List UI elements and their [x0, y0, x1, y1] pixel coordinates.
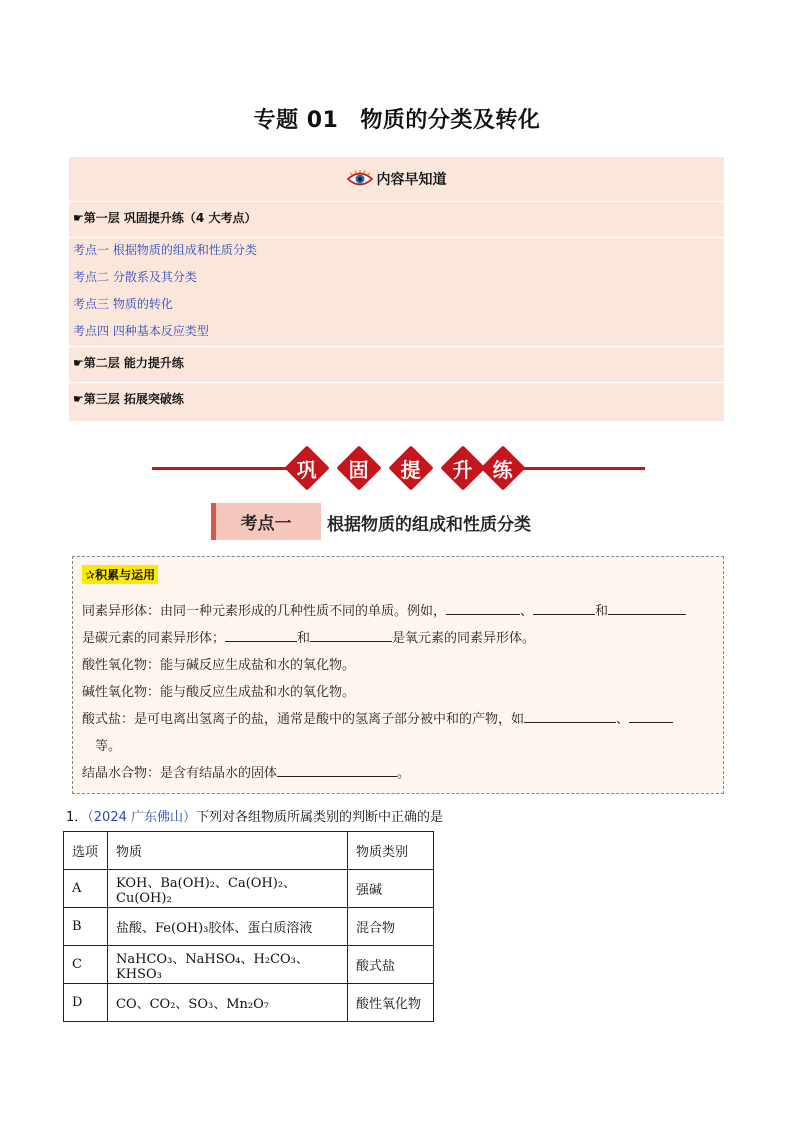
overview-header-text: 内容早知道	[376, 172, 447, 188]
answer-blank[interactable]	[533, 602, 595, 615]
banner-char-box	[336, 445, 381, 490]
table-cell: 酸式盐	[348, 946, 434, 984]
question-source: （2024 广东佛山）	[87, 810, 196, 825]
answer-blank[interactable]	[629, 710, 673, 723]
table-row[interactable]	[64, 984, 434, 1022]
kaodian-tag: 考点一	[211, 503, 321, 540]
overview-item-1[interactable]: 考点一 根据物质的组成和性质分类	[73, 243, 257, 257]
table-header-row	[64, 832, 434, 870]
table-header-cell: 选项	[64, 832, 108, 870]
overview-item-4[interactable]: 考点四 四种基本反应类型	[73, 324, 209, 338]
eye-icon	[347, 170, 373, 188]
table-cell: NaHCO₃、NaHSO₄、H₂CO₃、KHSO₃	[108, 946, 348, 984]
table-row[interactable]	[64, 908, 434, 946]
table-cell: A	[64, 870, 108, 908]
overview-divider	[69, 237, 724, 238]
knowledge-box	[72, 556, 724, 794]
table-cell: B	[64, 908, 108, 946]
banner-char: 巩	[297, 457, 317, 482]
table-cell: 盐酸、Fe(OH)₃胶体、蛋白质溶液	[108, 908, 348, 946]
table-cell: KOH、Ba(OH)₂、Ca(OH)₂、Cu(OH)₂	[108, 870, 348, 908]
banner-char: 练	[493, 457, 513, 482]
question-number: 1．	[66, 810, 88, 825]
banner-char-box	[440, 445, 485, 490]
star-icon: ✰	[85, 568, 96, 582]
knowledge-badge	[82, 565, 158, 584]
overview-box	[69, 157, 724, 421]
table-row[interactable]	[64, 870, 434, 908]
knowledge-line	[82, 600, 686, 619]
answer-blank[interactable]	[277, 764, 397, 777]
text: 和	[595, 604, 609, 619]
question-1	[66, 806, 443, 825]
knowledge-line: 碱性氧化物：能与酸反应生成盐和水的氧化物。	[82, 685, 356, 700]
overview-divider	[69, 346, 724, 347]
knowledge-line	[82, 627, 535, 646]
banner-line-left	[152, 467, 292, 470]
answer-blank[interactable]	[608, 602, 686, 615]
answer-blank[interactable]	[524, 710, 616, 723]
overview-divider	[69, 382, 724, 383]
table-cell: 强碱	[348, 870, 434, 908]
banner-char-box	[284, 445, 329, 490]
table-cell: 酸性氧化物	[348, 984, 434, 1022]
table-cell: C	[64, 946, 108, 984]
title-part1: 专题 01	[253, 108, 339, 133]
table-cell: 混合物	[348, 908, 434, 946]
question-text: 下列对各组物质所属类别的判断中正确的是	[196, 810, 444, 825]
banner-char: 提	[401, 457, 421, 482]
page-title	[0, 103, 794, 134]
knowledge-line	[82, 762, 410, 781]
banner-char: 固	[349, 457, 369, 482]
overview-item-3[interactable]: 考点三 物质的转化	[73, 297, 173, 311]
options-table	[63, 831, 434, 1022]
text: 和	[297, 631, 311, 646]
kaodian-title: 根据物质的组成和性质分类	[327, 515, 531, 535]
text: 是碳元素的同素异形体；	[82, 631, 226, 646]
banner-char-box	[388, 445, 433, 490]
text: 同素异形体：由同一种元素形成的几种性质不同的单质。例如，	[82, 604, 447, 619]
text: 结晶水合物：是含有结晶水的固体	[82, 766, 278, 781]
answer-blank[interactable]	[310, 629, 392, 642]
text: 、	[520, 604, 534, 619]
layer3-heading: ☛第三层 拓展突破练	[73, 392, 184, 406]
text: 。	[397, 766, 411, 781]
knowledge-line	[82, 708, 673, 727]
text: 、	[616, 712, 630, 727]
knowledge-line: 等。	[95, 739, 122, 754]
overview-item-2[interactable]: 考点二 分散系及其分类	[73, 270, 197, 284]
banner-char-box	[480, 445, 525, 490]
title-part2: 物质的分类及转化	[360, 108, 541, 133]
text: 是氧元素的同素异形体。	[392, 631, 536, 646]
answer-blank[interactable]	[446, 602, 520, 615]
table-cell: D	[64, 984, 108, 1022]
layer1-heading: ☛第一层 巩固提升练（4 大考点）	[73, 211, 257, 225]
answer-blank[interactable]	[225, 629, 297, 642]
knowledge-line: 酸性氧化物：能与碱反应生成盐和水的氧化物。	[82, 658, 356, 673]
table-header-cell: 物质类别	[348, 832, 434, 870]
table-row[interactable]	[64, 946, 434, 984]
overview-header	[69, 157, 724, 202]
banner-char: 升	[453, 457, 473, 482]
knowledge-badge-text: 积累与运用	[95, 568, 156, 582]
table-header-cell: 物质	[108, 832, 348, 870]
table-cell: CO、CO₂、SO₃、Mn₂O₇	[108, 984, 348, 1022]
text: 酸式盐：是可电离出氢离子的盐，通常是酸中的氢离子部分被中和的产物，如	[82, 712, 525, 727]
layer2-heading: ☛第二层 能力提升练	[73, 356, 184, 370]
